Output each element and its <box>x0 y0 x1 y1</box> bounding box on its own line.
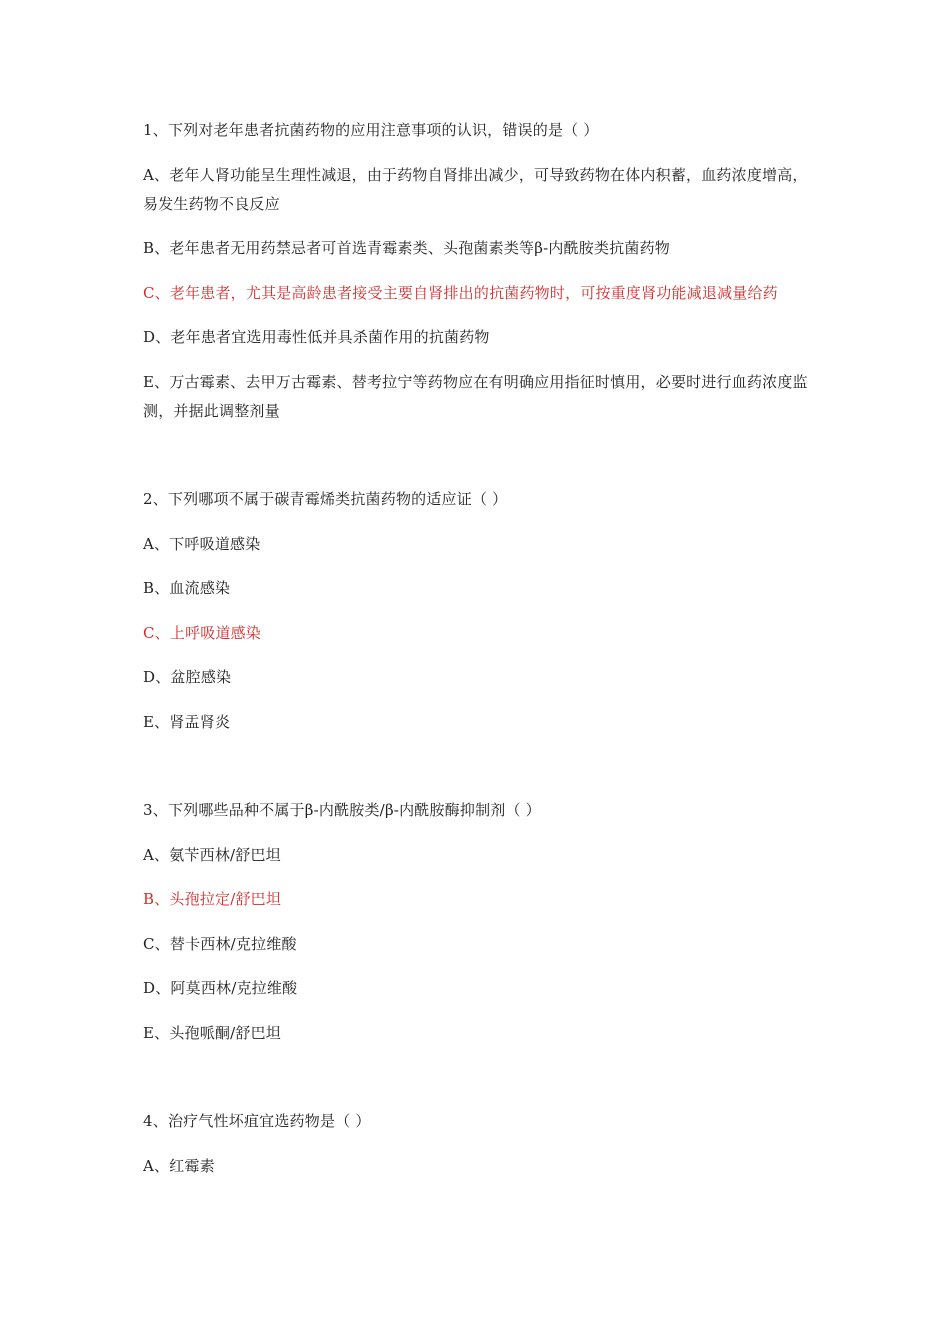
question-1 <box>143 116 813 426</box>
question-list <box>143 116 813 1196</box>
option-e: E、肾盂肾炎 <box>143 712 231 731</box>
option-c-correct-answer: C、上呼吸道感染 <box>143 623 262 642</box>
question-spacer <box>143 441 813 485</box>
question-3 <box>143 796 813 1048</box>
question-spacer <box>143 752 813 796</box>
option-d: D、盆腔感染 <box>143 668 232 686</box>
option-b: B、老年患者无用药禁忌者可首选青霉素类、头孢菌素类等β-内酰胺类抗菌药物 <box>143 239 670 257</box>
option-d: D、阿莫西林/克拉维酸 <box>143 979 298 997</box>
question-4 <box>143 1107 813 1181</box>
question-2 <box>143 485 813 737</box>
question-stem: 1、下列对老年患者抗菌药物的应用注意事项的认识，错误的是（ ） <box>143 121 599 139</box>
question-stem: 4、治疗气性坏疽宜选药物是（ ） <box>143 1112 371 1130</box>
option-c-correct-answer: C、老年患者，尤其是高龄患者接受主要自肾排出的抗菌药物时，可按重度肾功能减退减量给药 <box>143 283 778 302</box>
question-stem: 3、下列哪些品种不属于β-内酰胺类/β-内酰胺酶抑制剂（ ） <box>143 801 541 819</box>
option-b-correct-answer: B、头孢拉定/舒巴坦 <box>143 890 282 908</box>
option-e: E、头孢哌酮/舒巴坦 <box>143 1023 282 1042</box>
option-a: A、氨苄西林/舒巴坦 <box>143 845 281 864</box>
option-e: E、万古霉素、去甲万古霉素、替考拉宁等药物应在有明确应用指征时慎用，必要时进行血药浓度监测，并据此调整剂量 <box>143 372 808 420</box>
option-a: A、下呼吸道感染 <box>143 534 261 553</box>
question-stem: 2、下列哪项不属于碳青霉烯类抗菌药物的适应证（ ） <box>143 490 508 508</box>
option-b: B、血流感染 <box>143 579 231 597</box>
question-spacer <box>143 1063 813 1107</box>
option-a: A、红霉素 <box>143 1156 215 1175</box>
option-c: C、替卡西林/克拉维酸 <box>143 934 297 953</box>
option-a: A、老年人肾功能呈生理性减退，由于药物自肾排出减少，可导致药物在体内积蓄，血药浓度增高，易发生药物不良反应 <box>143 165 808 213</box>
option-d: D、老年患者宜选用毒性低并具杀菌作用的抗菌药物 <box>143 328 490 346</box>
